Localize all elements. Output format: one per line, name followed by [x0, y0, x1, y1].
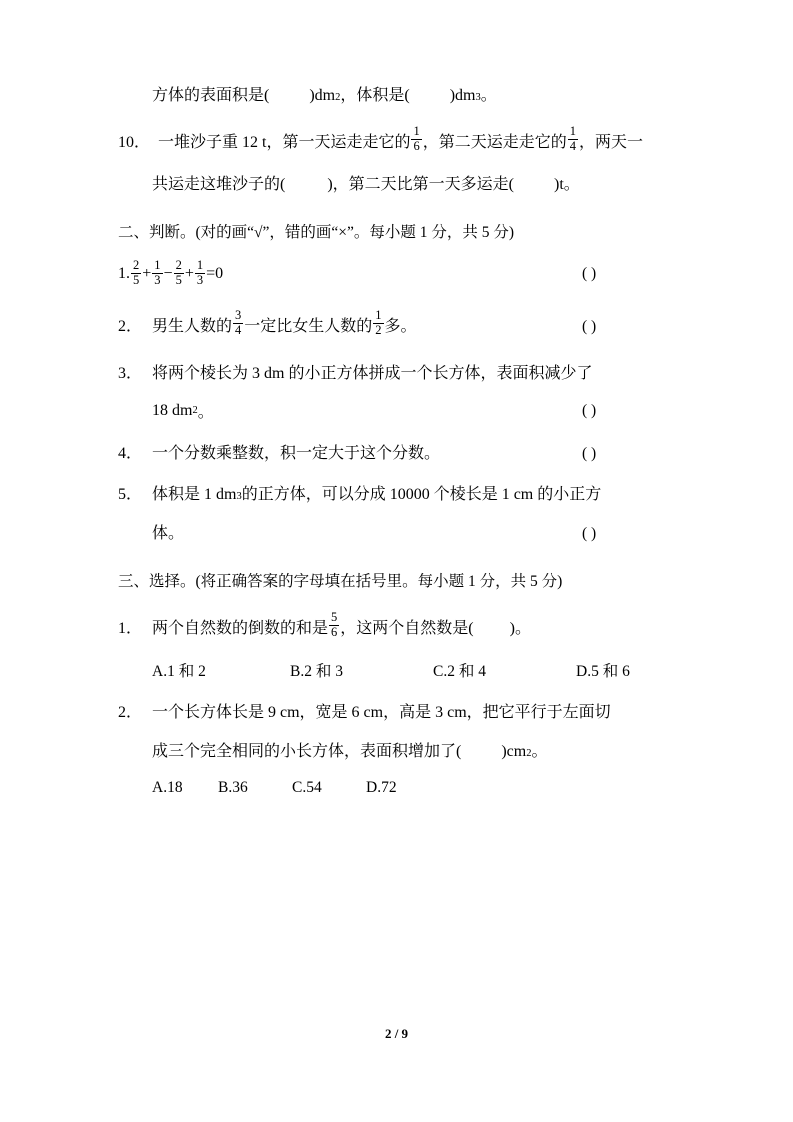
fraction-three-fourths	[233, 309, 243, 337]
fraction-one-fourth	[568, 125, 578, 153]
choice-item-2	[118, 699, 678, 797]
fraction-numerator: 5	[331, 610, 338, 624]
judge-item-5-text-a: 体积是 1 dm	[152, 486, 237, 503]
judge-item-2-text-pre: 男生人数的	[152, 317, 233, 335]
answer-parenthesis[interactable]: ( )	[582, 401, 597, 419]
fraction-numerator: 2	[133, 258, 140, 272]
fraction-denominator: 5	[175, 272, 182, 287]
continued-blank-line	[118, 82, 678, 105]
judge-item-3-text-line2-pre: 18 dm	[152, 401, 193, 419]
choice-item-2-text-line1: 一个长方体长是 9 cm，宽是 6 cm，高是 3 cm，把它平行于左面切	[152, 704, 611, 721]
choice-item-1-stem	[118, 611, 678, 641]
fraction-one-third-b	[195, 259, 205, 287]
judge-item-3-text-line2-post: 。	[197, 404, 214, 421]
answer-parenthesis[interactable]: ( )	[582, 265, 597, 282]
judge-item-4-stem	[118, 440, 440, 463]
continued-text-e: 。	[480, 87, 497, 104]
page-number: 2 / 9	[384, 1026, 409, 1041]
judge-item-5-line2-stem	[152, 520, 184, 543]
judge-item-3-text-line1: 将两个棱长为 3 dm 的小正方体拼成一个长方体，表面积减少了	[152, 365, 593, 382]
judge-item-3-line-2	[118, 399, 678, 422]
fraction-two-fifths	[131, 259, 141, 287]
choice-item-2-options	[118, 779, 678, 797]
fill-blank-item-10	[118, 125, 678, 194]
continued-blank-row: 方体的表面积是( )dm 2 ，体积是( )dm 3 。	[118, 82, 678, 105]
section-two-heading: 二、判断。(对的画“√”，错的画“×”。每小题 1 分，共 5 分)	[118, 224, 515, 241]
continued-text-b: )dm	[309, 87, 336, 104]
fraction-numerator: 1	[569, 124, 576, 138]
choice-item-2-line-2: 成三个完全相同的小长方体，表面积增加了( )cm 2 。	[118, 738, 678, 761]
option-a[interactable]: A.1 和 2	[152, 663, 206, 680]
option-b[interactable]: B.2 和 3	[290, 663, 343, 680]
judge-item-5-text-b: 的正方体，可以分成 10000 个棱长是 1 cm 的小正方	[241, 486, 602, 503]
item-10-text-part-3: ，两天一	[578, 133, 643, 151]
judge-item-1-row	[118, 260, 678, 288]
fraction-numerator: 2	[175, 258, 182, 272]
choice-item-1-options	[118, 659, 678, 681]
fraction-denominator: 2	[375, 322, 382, 337]
judge-item-2-number: 2．	[118, 317, 143, 335]
fraction-denominator: 6	[331, 624, 338, 639]
judge-item-5	[118, 481, 678, 543]
fraction-two-fifths-b	[174, 259, 184, 287]
judge-item-2-text-tail: 多。	[384, 317, 417, 335]
fraction-denominator: 3	[196, 272, 204, 287]
option-c[interactable]: C.2 和 4	[433, 663, 486, 680]
fraction-denominator: 4	[235, 322, 242, 337]
fraction-numerator: 1	[413, 124, 420, 138]
option-d[interactable]: D.72	[366, 779, 397, 796]
judge-item-4	[118, 440, 678, 463]
item-10-text-part-1: 一堆沙子重 12 t，第一天运走走它的	[158, 133, 411, 151]
section-two-heading-wrap	[118, 220, 678, 242]
option-b[interactable]: B.36	[218, 779, 248, 796]
judge-item-3-number: 3．	[118, 365, 143, 382]
option-d[interactable]: D.5 和 6	[576, 663, 630, 680]
judge-item-3-line-1	[118, 360, 678, 383]
page-content	[118, 82, 678, 797]
judge-item-4-row	[118, 440, 678, 463]
choice-item-2-text-line2-c: 。	[531, 743, 548, 760]
choice-item-2-number: 2．	[118, 704, 143, 721]
section-three-heading-wrap	[118, 569, 678, 591]
item-10-line2-text-c: )t。	[554, 176, 580, 193]
judge-item-5-text-line2: 体。	[152, 525, 185, 542]
judge-item-1-number: 1.	[118, 265, 130, 282]
continued-text-c: ，体积是(	[340, 87, 410, 104]
judge-item-3	[118, 360, 678, 422]
fraction-one-half	[373, 309, 383, 337]
judge-item-2-row	[118, 310, 678, 338]
fraction-one-third-a	[152, 259, 162, 287]
option-c[interactable]: C.54	[292, 779, 322, 796]
judge-item-1	[118, 260, 678, 288]
page-footer	[0, 1026, 793, 1042]
fraction-five-sixths	[329, 611, 339, 639]
item-10-number: 10．	[118, 133, 151, 151]
choice-item-2-text-line2-a: 成三个完全相同的小长方体，表面积增加了(	[152, 743, 462, 760]
operator-minus: −	[163, 265, 173, 282]
fraction-numerator: 1	[375, 308, 382, 322]
item-10-line-1	[118, 125, 678, 155]
choice-item-2-text-line2-b: )cm	[501, 743, 527, 760]
judge-item-5-line-1: 5． 体积是 1 dm 3 的正方体，可以分成 10000 个棱长是 1 cm 的小正方	[118, 481, 678, 504]
judge-item-3-line2-stem: 18 dm 2 。	[152, 399, 214, 422]
item-10-text-part-2: ，第二天运走走它的	[422, 133, 567, 151]
fraction-numerator: 1	[154, 258, 161, 272]
choice-item-1-number: 1．	[118, 619, 143, 637]
judge-item-5-number: 5．	[118, 486, 143, 503]
judge-item-5-line-2	[118, 520, 678, 543]
fraction-denominator: 6	[413, 138, 420, 153]
choice-item-2-line-1	[118, 699, 678, 722]
judge-item-4-text: 一个分数乘整数，积一定大于这个分数。	[152, 445, 441, 462]
answer-parenthesis[interactable]: ( )	[582, 445, 597, 462]
judge-item-1-tail: =0	[206, 265, 224, 282]
item-10-line2-text-a: 共运走这堆沙子的(	[152, 176, 286, 193]
item-10-line2-text-b: )，第二天比第一天多运走(	[327, 176, 515, 193]
fraction-numerator: 1	[196, 258, 204, 272]
continued-text-d: )dm	[449, 87, 476, 104]
fraction-denominator: 3	[154, 272, 161, 287]
choice-item-1-text-pre: 两个自然数的倒数的和是	[152, 619, 329, 637]
judge-item-2-text-mid: 一定比女生人数的	[244, 317, 373, 335]
item-10-line-2	[118, 171, 678, 194]
continued-text-a: 方体的表面积是(	[152, 87, 270, 104]
choice-item-1-text-post: ，这两个自然数是(	[340, 619, 474, 637]
fraction-denominator: 5	[133, 272, 140, 287]
judge-item-2-stem	[118, 310, 417, 338]
operator-plus-1: +	[142, 265, 152, 282]
fraction-one-sixth	[411, 125, 421, 153]
judge-item-2	[118, 310, 678, 338]
answer-parenthesis[interactable]: ( )	[582, 525, 597, 542]
answer-parenthesis[interactable]: ( )	[582, 317, 597, 335]
fraction-denominator: 4	[569, 138, 576, 153]
option-a[interactable]: A.18	[152, 779, 183, 796]
choice-item-1-text-post2: )。	[509, 619, 531, 637]
judge-item-1-stem	[118, 260, 223, 288]
fraction-numerator: 3	[235, 308, 242, 322]
choice-item-1	[118, 611, 678, 681]
operator-plus-2: +	[184, 265, 194, 282]
judge-item-4-number: 4．	[118, 445, 143, 462]
section-three-heading: 三、选择。(将正确答案的字母填在括号里。每小题 1 分，共 5 分)	[118, 573, 563, 590]
